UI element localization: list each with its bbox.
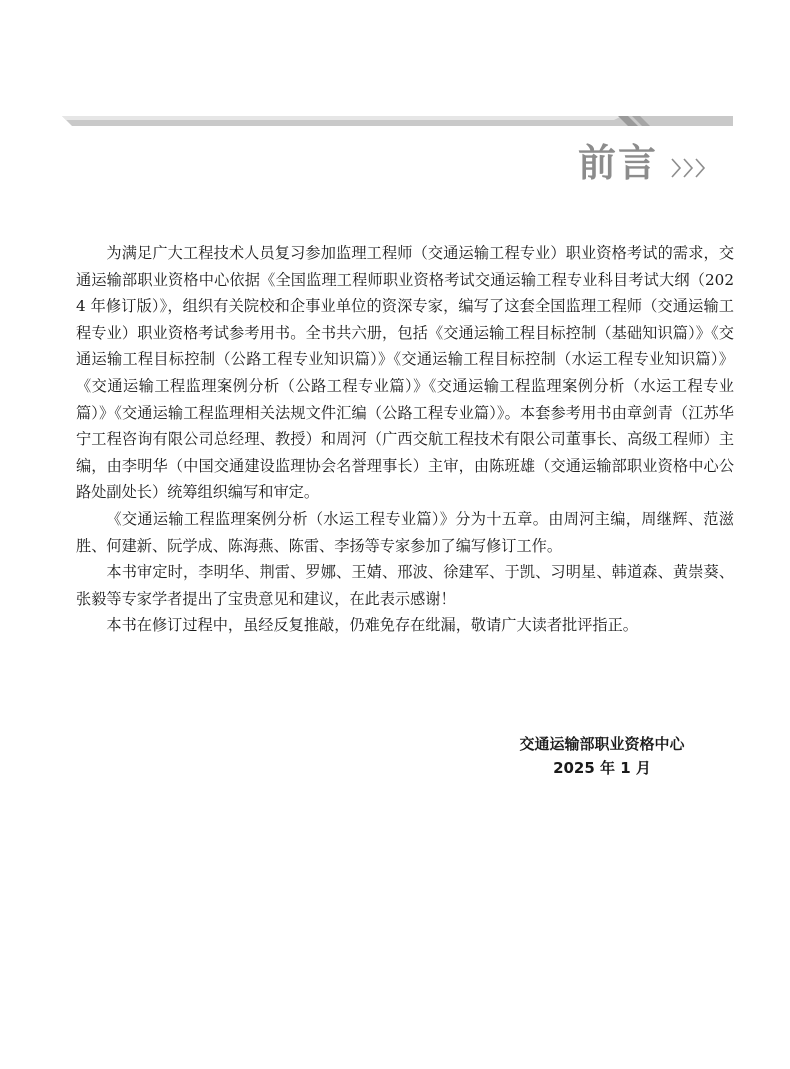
header-divider-bar [62, 116, 733, 126]
body-paragraph: 《交通运输工程监理案例分析（水运工程专业篇）》分为十五章。由周河主编，周继辉、范滋胜、何建新、阮学成、陈海燕、陈雷、李扬等专家参加了编写修订工作。 [76, 509, 734, 555]
signature-organization: 交通运输部职业资格中心 [519, 735, 685, 753]
body-paragraph: 为满足广大工程技术人员复习参加监理工程师（交通运输工程专业）职业资格考试的需求，交通运输部职业资格中心依据《全国监理工程师职业资格考试交通运输工程专业科目考试大纲（2024 年修订版）》，组织有关院校和企事业单位的资深专家，编写了这套全国监理工程师（交通运输工程专业）职业资格考试参考用书。全书共六册，包括《交通运输工程目标控制（基础知识篇）》《交通运输工程目标控制（公路工程专业知识篇）》《交通运输工程目标控制（水运工程专业知识篇）》《交通运输工程监理案例分析（公路工程专业篇）》《交通运输工程监理案例分析（水运工程专业篇）》《交通运输工程监理相关法规文件汇编（公路工程专业篇）》。本套参考用书由章剑青（江苏华宁工程咨询有限公司总经理、教授）和周河（广西交航工程技术有限公司董事长、高级工程师）主编，由李明华（中国交通建设监理协会名誉理事长）主审，由陈班雄（交通运输部职业资格中心公路处副处长）统筹组织编写和审定。 [76, 244, 734, 502]
page-title: 前言 [578, 141, 659, 185]
body-paragraph: 本书在修订过程中，虽经反复推敲，仍难免存在纰漏，敬请广大读者批评指正。 [106, 616, 638, 635]
triple-chevron-right-icon [670, 157, 710, 179]
signature-date: 2025 年 1 月 [553, 759, 651, 777]
preface-title-row [578, 138, 710, 188]
preface-body [76, 240, 734, 639]
signature-block [482, 732, 722, 780]
body-paragraph: 本书审定时，李明华、荆雷、罗娜、王婧、邢波、徐建军、于凯、习明星、韩道森、黄崇葵、张毅等专家学者提出了宝贵意见和建议，在此表示感谢！ [76, 563, 734, 608]
